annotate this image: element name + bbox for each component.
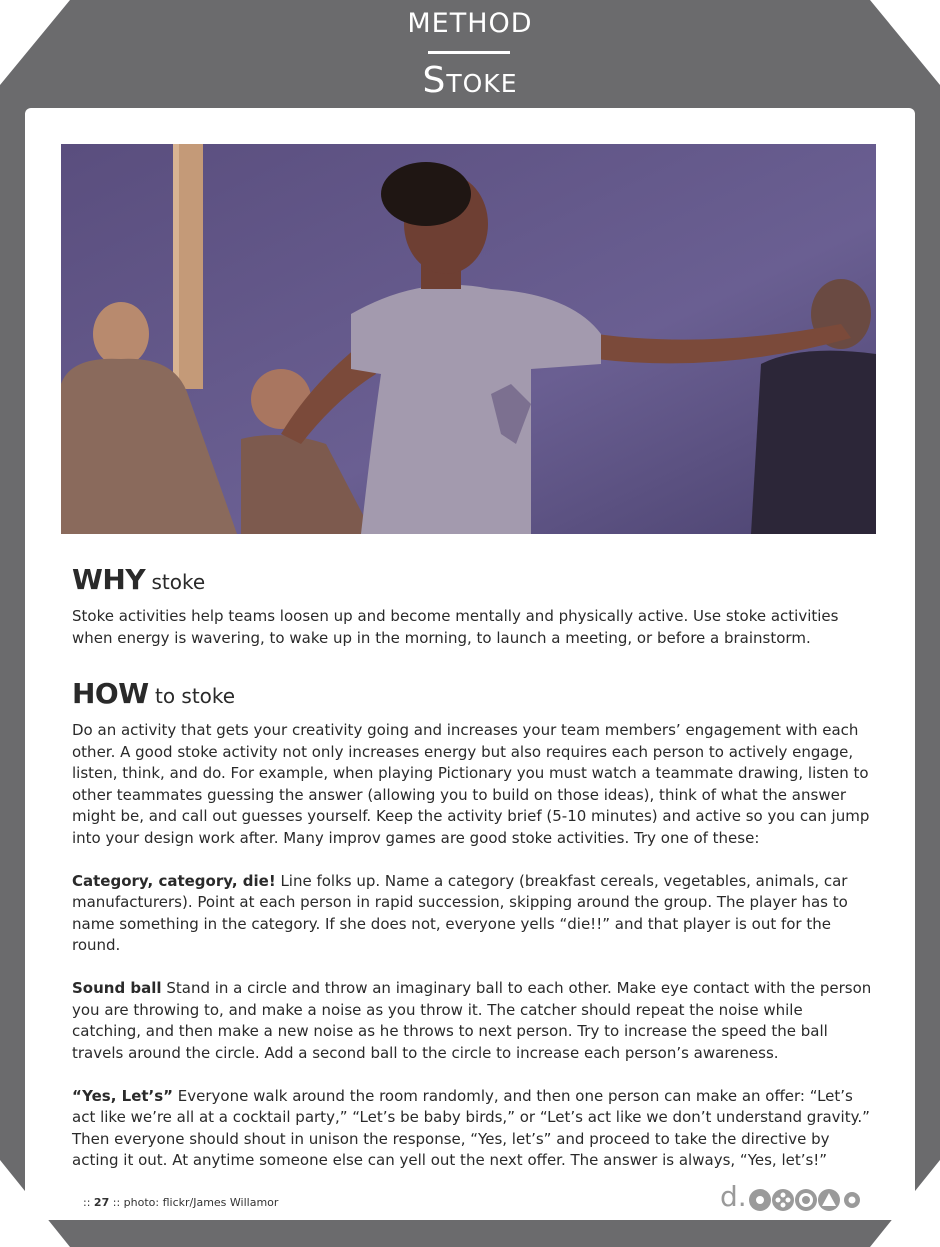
method-kicker: METHOD [407, 8, 533, 39]
flower-icon [772, 1189, 794, 1211]
why-paragraph: Stoke activities help teams loosen up and become mentally and physically active. Use stoke activities when energy is wavering, to wake up in the morning, to launch a meeting, or before a brainstorm. [72, 607, 839, 647]
activity-yes-lets: “Yes, Let’s” Everyone walk around the room randomly, and then one person can make an offer: “Let’s act like we’re all at a cocktail party,” “Let’s be baby birds,” or “Let’s act like we don’t understand gravity.” Then everyone should shout in unison the response, “Yes, let’s” and proceed to take the directive by acting it out. At anytime someone else can yell out the next offer. The answer is always, “Yes, let’s!” [72, 1086, 870, 1169]
article-body [72, 563, 872, 1172]
header-rule [428, 51, 510, 54]
how-intro-paragraph: Do an activity that gets your creativity going and increases your team members’ engagement with each other. A good stoke activity not only increases energy but also requires each person to actively engage, listen, think, and do. For example, when playing Pictionary you must watch a teammate drawing, listen to other teammates guessing the answer (allowing you to build on those ideas), think of what the answer might be, and call out guesses yourself. Keep the activity brief (5-10 minutes) and active so you can jump into your design work after. Many improv games are good stoke activities. Try one of these: [72, 721, 870, 847]
page-footer: :: 27 :: photo: flickr/James Willamor [83, 1196, 279, 1209]
activity-sound-ball: Sound ball Stand in a circle and throw an imaginary ball to each other. Make eye contact with the person you are throwing to, and make a noise as you throw it. The catcher should repeat the noise while catching, and then make a new noise as he throws to next person. Try to increase the speed the ball travels around the circle. Add a second ball to the circle to increase each person’s awareness. [72, 979, 872, 1062]
hero-photo [61, 144, 876, 534]
gear-icon [749, 1189, 771, 1211]
activity-category-die: Category, category, die! Line folks up. Name a category (breakfast cereals, vegetables, animals, car manufacturers). Point at each person in rapid succession, skipping around the group. The player has to name something in the category. If she does not, everyone yells “die!!” and that player is out for the round. [72, 871, 848, 954]
page-title: Stoke [422, 60, 518, 101]
target-icon [795, 1189, 817, 1211]
triangle-icon [818, 1189, 840, 1211]
photo-credit: photo: flickr/James Willamor [123, 1196, 279, 1209]
why-heading: WHY stoke [72, 563, 206, 596]
logo-letter: d. [720, 1180, 747, 1213]
page-number: 27 [93, 1196, 110, 1209]
sun-icon [844, 1192, 860, 1208]
how-heading: HOW to stoke [72, 677, 236, 710]
